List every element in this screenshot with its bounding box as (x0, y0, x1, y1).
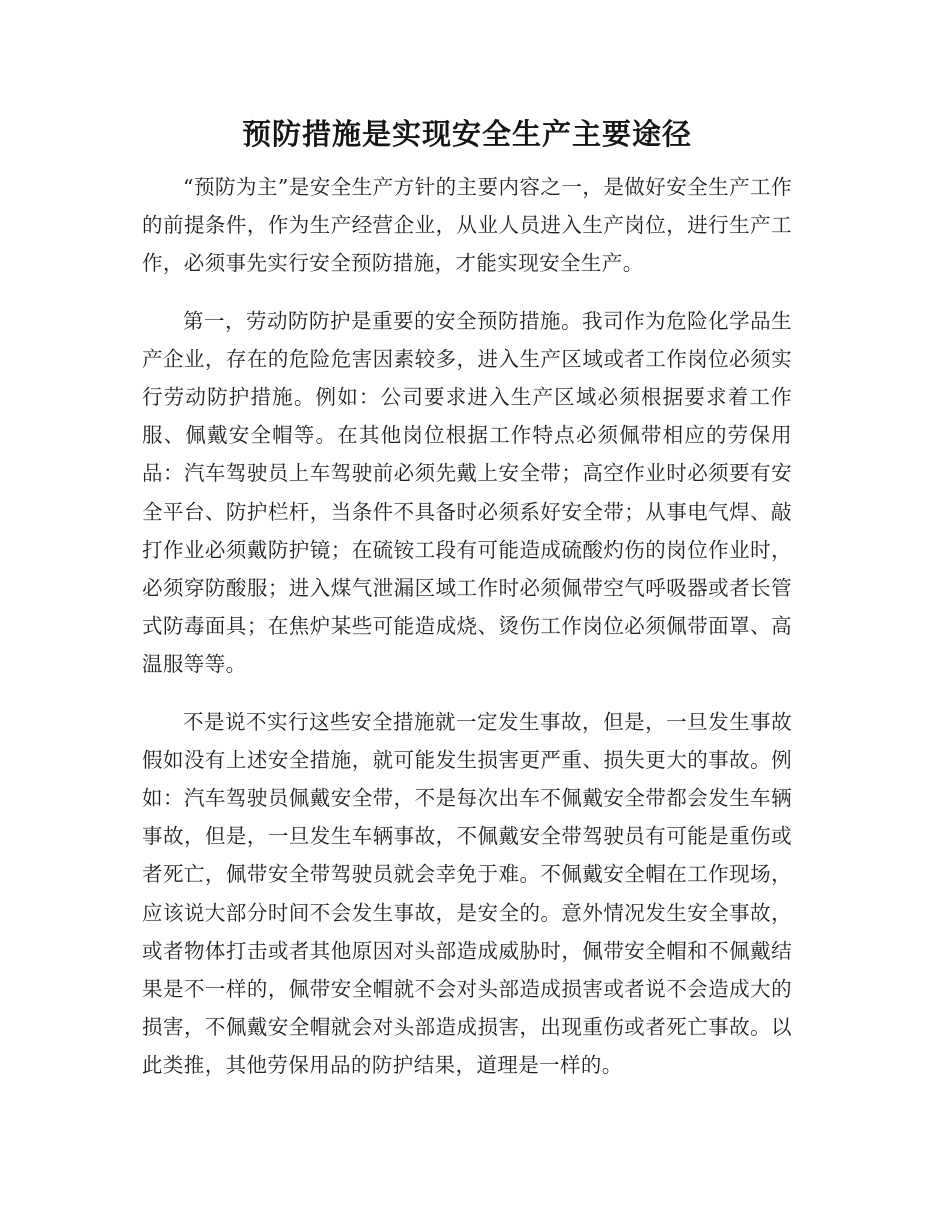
paragraph-prevention-principle: “预防为主”是安全生产方针的主要内容之一，是做好安全生产工作的前提条件，作为生产经营企业，从业人员进入生产岗位，进行生产工作，必须事先实行安全预防措施，才能实现安全生产。 (142, 175, 792, 276)
document-body (142, 112, 792, 1104)
paragraph-labor-protection: 第一，劳动防防护是重要的安全预防措施。我司作为危险化学品生产企业，存在的危险危害因素较多，进入生产区域或者工作岗位必须实行劳动防护措施。例如：公司要求进入生产区域必须根据要求着工作服、佩戴安全帽等。在其他岗位根据工作特点必须佩带相应的劳保用品：汽车驾驶员上车驾驶前必须先戴上安全带；高空作业时必须要有安全平台、防护栏杆，当条件不具备时必须系好安全带；从事电气焊、敲打作业必须戴防护镜；在硫铵工段有可能造成硫酸灼伤的岗位作业时，必须穿防酸服；进入煤气泄漏区域工作时必须佩带空气呼吸器或者长管式防毒面具；在焦炉某些可能造成烧、烫伤工作岗位必须佩带面罩、高温服等等。 (142, 308, 792, 677)
paragraph-accident-consequences: 不是说不实行这些安全措施就一定发生事故，但是，一旦发生事故假如没有上述安全措施，就可能发生损害更严重、损失更大的事故。例如：汽车驾驶员佩戴安全带，不是每次出车不佩戴安全带都会发生车辆事故，但是，一旦发生车辆事故，不佩戴安全带驾驶员有可能是重伤或者死亡，佩带安全带驾驶员就会幸免于难。不佩戴安全帽在工作现场，应该说大部分时间不会发生事故，是安全的。意外情况发生安全事故，或者物体打击或者其他原因对头部造成威胁时，佩带安全帽和不佩戴结果是不一样的，佩带安全帽就不会对头部造成损害或者说不会造成大的损害，不佩戴安全帽就会对头部造成损害，出现重伤或者死亡事故。以此类推，其他劳保用品的防护结果，道理是一样的。 (142, 709, 792, 1078)
document-title: 预防措施是实现安全生产主要途径 (241, 117, 692, 151)
